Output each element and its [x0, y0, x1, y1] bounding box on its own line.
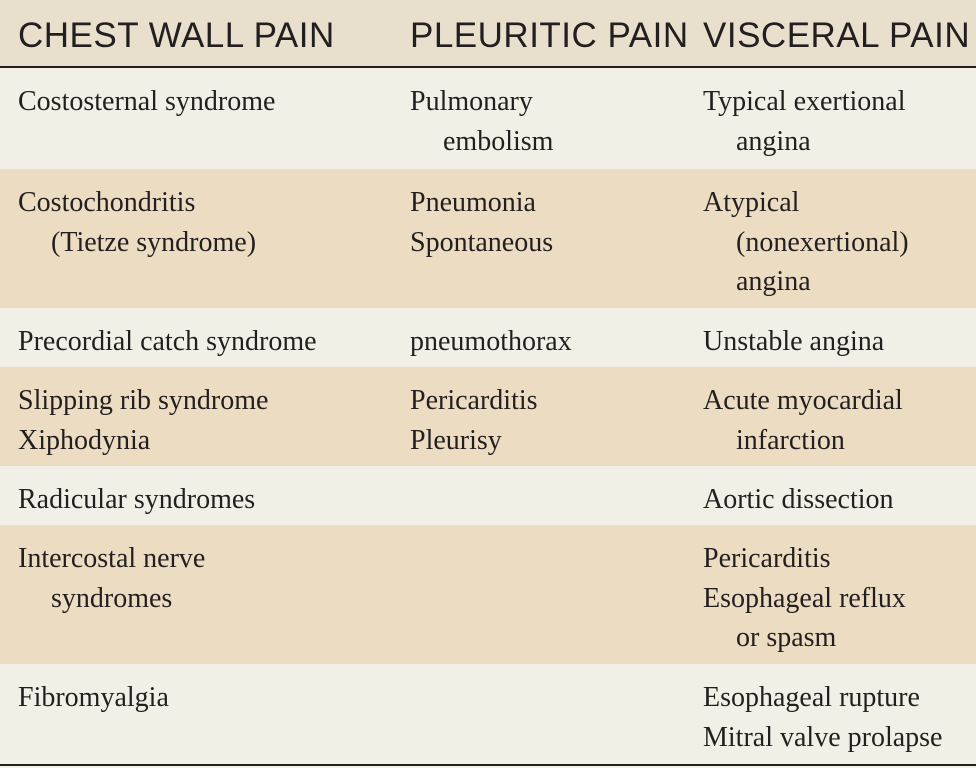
cell-text-line: Slipping rib syndrome [18, 385, 269, 416]
chest-wall-cell [18, 183, 256, 262]
chest-wall-cell [18, 82, 275, 122]
pleuritic-cell [410, 381, 538, 460]
table-row [0, 68, 976, 169]
cell-text-line: (Tietze syndrome) [51, 226, 257, 258]
cell-text-line: Aortic dissection [703, 484, 894, 515]
cell-text-line: Esophageal rupture [703, 682, 920, 713]
chest-wall-cell [18, 539, 205, 618]
cell-text-line: angina [736, 125, 811, 157]
cell-text-line: Fibromyalgia [18, 682, 169, 713]
chest-wall-cell [18, 381, 268, 460]
visceral-cell [703, 678, 942, 757]
header-visceral-pain: VISCERAL PAIN [703, 16, 971, 55]
table-row [0, 525, 976, 664]
cell-text-line: Precordial catch syndrome [18, 326, 317, 357]
table-header [0, 0, 976, 68]
cell-text-line: Esophageal reflux [703, 582, 906, 614]
cell-text-line: Unstable angina [703, 326, 885, 357]
cell-text-line: embolism [443, 125, 554, 157]
visceral-cell [703, 322, 884, 362]
cell-text-line: Costosternal syndrome [18, 86, 276, 117]
table-row [0, 367, 976, 466]
pleuritic-cell [410, 183, 553, 262]
cell-text-line: angina [736, 266, 811, 297]
cell-text-line: Acute myocardial [703, 385, 903, 416]
cell-text-line: (nonexertional) [736, 226, 909, 258]
chest-wall-cell [18, 678, 169, 718]
pleuritic-cell [410, 322, 572, 362]
cell-text-line: Typical exertional [703, 86, 906, 117]
cell-text-line: Pneumonia [410, 187, 536, 218]
cell-text-line: Spontaneous [410, 226, 554, 258]
cell-text-line: pneumothorax [410, 326, 572, 357]
cell-text-line: Xiphodynia [18, 424, 151, 456]
cell-text-line: Intercostal nerve [18, 543, 206, 574]
cell-text-line: Atypical [703, 187, 800, 218]
visceral-cell [703, 82, 906, 161]
visceral-cell [703, 381, 903, 460]
cell-text-line: Mitral valve prolapse [703, 721, 943, 753]
cell-text-line: or spasm [736, 622, 837, 653]
table-row [0, 169, 976, 308]
header-chest-wall-pain: CHEST WALL PAIN [18, 16, 335, 55]
cell-text-line: Pericarditis [703, 543, 831, 574]
chest-wall-cell [18, 322, 317, 362]
table-row [0, 466, 976, 525]
cell-text-line: syndromes [51, 582, 173, 614]
header-pleuritic-pain: PLEURITIC PAIN [410, 16, 689, 55]
cell-text-line: Costochondritis [18, 187, 196, 218]
table-row [0, 664, 976, 764]
cell-text-line: Pericarditis [410, 385, 538, 416]
visceral-cell [703, 183, 909, 302]
chest-wall-cell [18, 480, 255, 520]
table-row [0, 308, 976, 367]
cell-text-line: Pulmonary [410, 86, 533, 117]
visceral-cell [703, 539, 906, 658]
table-bottom-rule [0, 764, 976, 766]
cell-text-line: infarction [736, 424, 845, 456]
cell-text-line: Radicular syndromes [18, 484, 256, 515]
cell-text-line: Pleurisy [410, 424, 502, 456]
pleuritic-cell [410, 82, 553, 161]
visceral-cell [703, 480, 894, 520]
